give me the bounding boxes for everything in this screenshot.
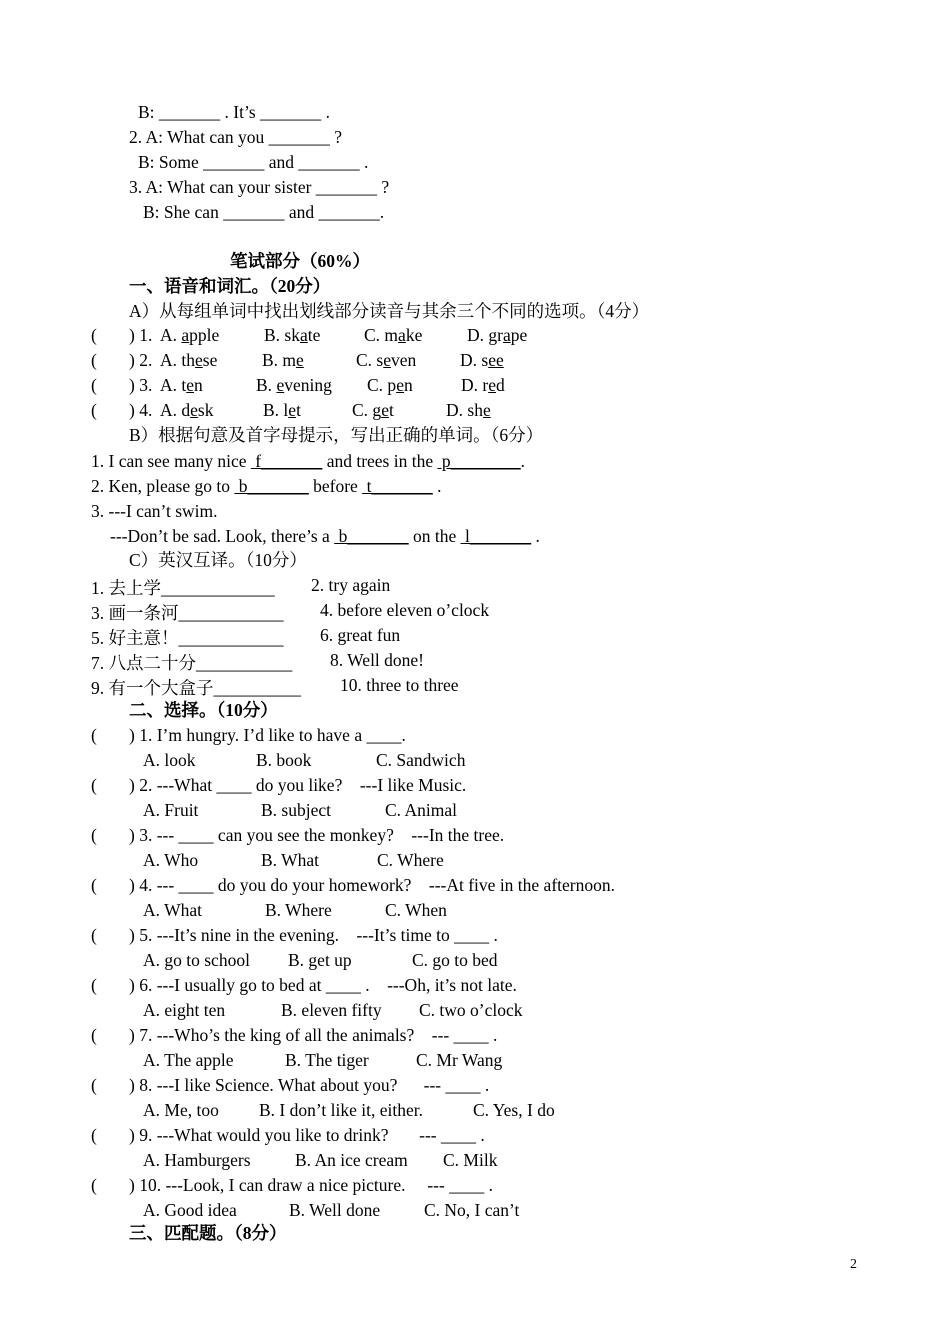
option-a: A. Fruit — [143, 800, 199, 820]
question-text: ) 10. ---Look, I can draw a nice picture. --- ____ . — [129, 1175, 493, 1195]
paren-open: ( — [91, 825, 97, 845]
option-a: A. What — [143, 900, 202, 920]
paren-open: ( — [91, 1125, 97, 1145]
option-b: B. book — [256, 750, 312, 770]
option-c: C. Yes, I do — [473, 1100, 555, 1120]
paren-open: ( — [91, 925, 97, 945]
option-a: A. eight ten — [143, 1000, 226, 1020]
question-text: ) 4. --- ____ do you do your homework? ---At five in the afternoon. — [129, 875, 615, 895]
option-b: B. Well done — [289, 1200, 381, 1220]
option-c: C. go to bed — [412, 950, 498, 970]
fill-question-1: 1. I can see many nice f_______ and trees in the p________. — [91, 451, 525, 471]
paren-open: ( — [91, 875, 97, 895]
option-c: C. pen — [367, 375, 413, 395]
fill-question-3: 3. ---I can’t swim. — [91, 501, 218, 521]
option-c: C. seven — [356, 350, 417, 370]
option-b: B. eleven fifty — [281, 1000, 382, 1020]
question-number: ) 1. — [129, 325, 153, 345]
paren-open: ( — [91, 325, 97, 345]
fill-question-3-reply: ---Don’t be sad. Look, there’s a b_______ on the l_______ . — [110, 526, 540, 546]
section-3-title: 三、匹配题。（8分） — [129, 1223, 287, 1243]
option-b: B. The tiger — [285, 1050, 369, 1070]
option-b: B. skate — [264, 325, 321, 345]
dialog-line: B: Some _______ and _______ . — [138, 152, 369, 172]
option-a: A. Me, too — [143, 1100, 219, 1120]
paren-open: ( — [91, 1025, 97, 1045]
fill-question-2: 2. Ken, please go to b_______ before t_______ . — [91, 476, 442, 496]
option-d: D. see — [460, 350, 504, 370]
dialog-line: B: _______ . It’s _______ . — [138, 102, 331, 122]
option-c: C. No, I can’t — [424, 1200, 520, 1220]
option-a: A. these — [160, 350, 218, 370]
question-text: ) 9. ---What would you like to drink? --- ____ . — [129, 1125, 485, 1145]
option-c: C. Where — [377, 850, 444, 870]
option-b: B. me — [262, 350, 304, 370]
option-a: A. Good idea — [143, 1200, 237, 1220]
paren-open: ( — [91, 400, 97, 420]
question-number: ) 3. — [129, 375, 153, 395]
paren-open: ( — [91, 1175, 97, 1195]
paren-open: ( — [91, 975, 97, 995]
option-a: A. The apple — [143, 1050, 234, 1070]
option-c: C. get — [352, 400, 394, 420]
option-a: A. apple — [160, 325, 220, 345]
dialog-line: 2. A: What can you _______ ? — [129, 127, 343, 147]
question-text: ) 8. ---I like Science. What about you? --- ____ . — [129, 1075, 490, 1095]
dialog-line: B: She can _______ and _______. — [143, 202, 385, 222]
option-c: C. Mr Wang — [416, 1050, 503, 1070]
question-text: ) 1. I’m hungry. I’d like to have a ____. — [129, 725, 406, 745]
option-b: B. get up — [288, 950, 352, 970]
translation-right: 2. try again — [311, 575, 391, 595]
question-text: ) 5. ---It’s nine in the evening. ---It’s time to ____ . — [129, 925, 498, 945]
paren-open: ( — [91, 775, 97, 795]
option-d: D. grape — [467, 325, 528, 345]
option-c: C. When — [385, 900, 447, 920]
translation-right: 6. great fun — [320, 625, 401, 645]
translation-left: 1. 去上学_____________ — [91, 578, 275, 598]
question-number: ) 4. — [129, 400, 153, 420]
question-text: ) 3. --- ____ can you see the monkey? ---In the tree. — [129, 825, 505, 845]
option-a: A. ten — [160, 375, 203, 395]
page-number: 2 — [850, 1257, 857, 1272]
option-c: C. two o’clock — [419, 1000, 523, 1020]
option-d: D. she — [446, 400, 491, 420]
option-b: B. evening — [256, 375, 332, 395]
translation-right: 10. three to three — [340, 675, 459, 695]
translation-right: 4. before eleven o’clock — [320, 600, 490, 620]
translation-right: 8. Well done! — [330, 650, 425, 670]
part-b-title: B）根据句意及首字母提示，写出正确的单词。（6分） — [129, 425, 544, 445]
translation-left: 9. 有一个大盒子__________ — [91, 678, 301, 698]
section-1-title: 一、语音和词汇。（20分） — [129, 276, 331, 296]
option-b: B. subject — [261, 800, 331, 820]
option-c: C. Milk — [443, 1150, 498, 1170]
question-text: ) 7. ---Who’s the king of all the animals? --- ____ . — [129, 1025, 498, 1045]
option-c: C. Sandwich — [376, 750, 466, 770]
translation-left: 3. 画一条河____________ — [91, 603, 284, 623]
part-c-title: C）英汉互译。（10分） — [129, 550, 307, 570]
option-d: D. red — [461, 375, 505, 395]
option-a: A. go to school — [143, 950, 250, 970]
option-c: C. make — [364, 325, 423, 345]
option-b: B. let — [263, 400, 301, 420]
question-text: ) 2. ---What ____ do you like? ---I like Music. — [129, 775, 467, 795]
option-a: A. Hamburgers — [143, 1150, 251, 1170]
section-2-title: 二、选择。（10分） — [129, 700, 278, 720]
option-b: B. What — [261, 850, 320, 870]
option-b: B. An ice cream — [295, 1150, 408, 1170]
written-part-title: 笔试部分（60%） — [230, 251, 370, 271]
option-a: A. desk — [160, 400, 214, 420]
option-a: A. look — [143, 750, 196, 770]
dialog-line: 3. A: What can your sister _______ ? — [129, 177, 390, 197]
translation-left: 7. 八点二十分___________ — [91, 653, 293, 673]
option-b: B. Where — [265, 900, 332, 920]
question-number: ) 2. — [129, 350, 153, 370]
paren-open: ( — [91, 350, 97, 370]
option-c: C. Animal — [385, 800, 457, 820]
question-text: ) 6. ---I usually go to bed at ____ . ---Oh, it’s not late. — [129, 975, 517, 995]
option-b: B. I don’t like it, either. — [259, 1100, 423, 1120]
paren-open: ( — [91, 725, 97, 745]
paren-open: ( — [91, 375, 97, 395]
part-a-title: A）从每组单词中找出划线部分读音与其余三个不同的选项。（4分） — [129, 301, 650, 321]
translation-left: 5. 好主意！____________ — [91, 628, 284, 648]
paren-open: ( — [91, 1075, 97, 1095]
option-a: A. Who — [143, 850, 199, 870]
